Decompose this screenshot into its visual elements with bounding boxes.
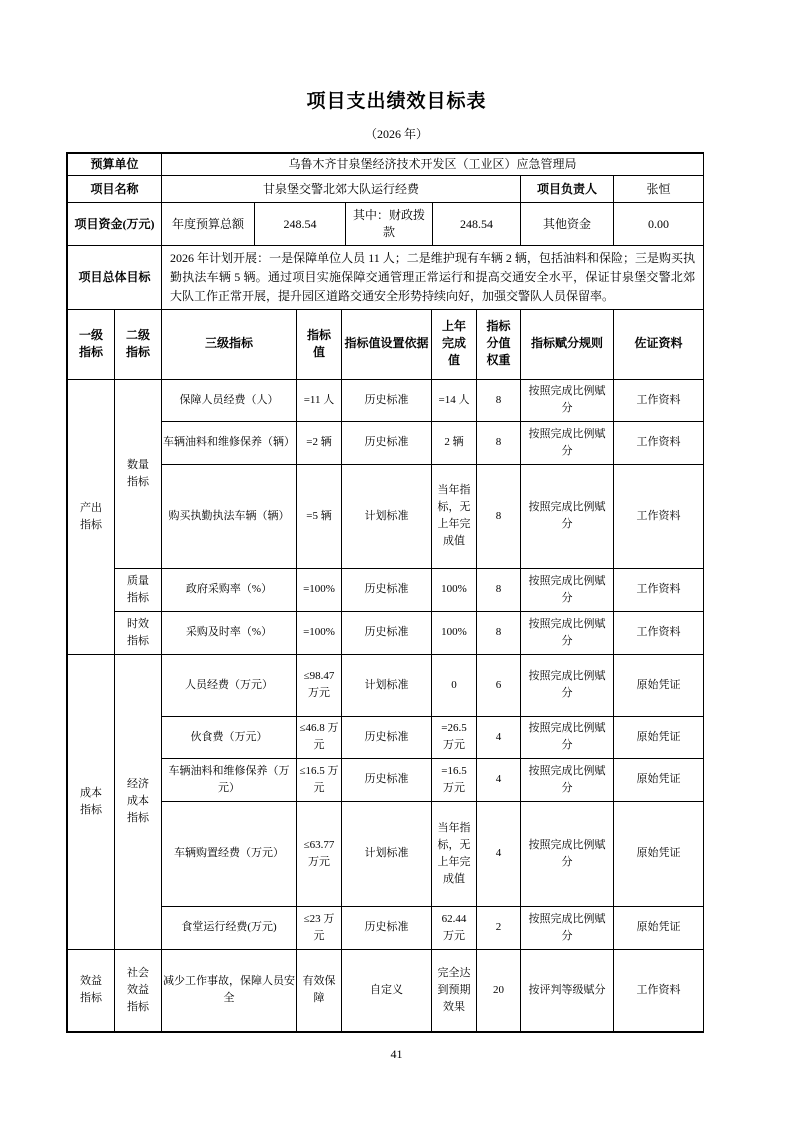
table-row bbox=[68, 611, 704, 654]
cell: 100% bbox=[432, 568, 477, 611]
cell: 时效指标 bbox=[115, 611, 162, 654]
cell: 2 bbox=[477, 906, 521, 949]
page-subtitle: （2026 年） bbox=[364, 127, 428, 141]
table-row bbox=[68, 379, 704, 421]
overall-goal-value: 2026 年计划开展：一是保障单位人员 11 人；二是维护现有车辆 2 辆，包括油料和保险；三是购买执勤执法车辆 5 辆。通过项目实施保障交通管理正常运行和提高交通安全水平，保证甘泉堡交警北郊大队工作正常开展，提升园区道路交通安全形势持续向好，加强交警队人员保留率。 bbox=[162, 246, 704, 310]
cell: 计划标准 bbox=[342, 654, 432, 716]
page-title: 项目支出绩效目标表 bbox=[306, 91, 487, 112]
cell: 4 bbox=[477, 801, 521, 906]
project-leader-label: 项目负责人 bbox=[521, 176, 614, 203]
budget-unit-label: 预算单位 bbox=[68, 154, 162, 176]
cell: 食堂运行经费(万元) bbox=[162, 906, 297, 949]
project-name-label: 项目名称 bbox=[68, 176, 162, 203]
table-row bbox=[68, 758, 704, 801]
cell: ≤16.5 万元 bbox=[297, 758, 342, 801]
cell: =5 辆 bbox=[297, 464, 342, 568]
cell: 效益指标 bbox=[68, 949, 115, 1031]
indicator-table bbox=[67, 309, 704, 1032]
header-evidence: 佐证资料 bbox=[614, 309, 704, 379]
cell: 4 bbox=[477, 758, 521, 801]
cell: 工作资料 bbox=[614, 949, 704, 1031]
table-row bbox=[68, 176, 704, 203]
annual-budget-value: 248.54 bbox=[255, 203, 346, 246]
page-number: 41 bbox=[390, 1046, 403, 1061]
header-level1-indicator: 一级指标 bbox=[68, 309, 115, 379]
cell: 8 bbox=[477, 464, 521, 568]
cell: 工作资料 bbox=[614, 379, 704, 421]
table-row bbox=[68, 203, 704, 246]
fiscal-allocation-value: 248.54 bbox=[433, 203, 521, 246]
cell: 历史标准 bbox=[342, 716, 432, 758]
cell: =100% bbox=[297, 611, 342, 654]
header-score-weight: 指标分值权重 bbox=[477, 309, 521, 379]
cell: 伙食费（万元） bbox=[162, 716, 297, 758]
cell: 有效保障 bbox=[297, 949, 342, 1031]
budget-unit-value: 乌鲁木齐甘泉堡经济技术开发区（工业区）应急管理局 bbox=[162, 154, 704, 176]
table-row bbox=[68, 654, 704, 716]
cell: 按照完成比例赋分 bbox=[521, 464, 614, 568]
cell: 6 bbox=[477, 654, 521, 716]
cell: 原始凭证 bbox=[614, 716, 704, 758]
cell: 车辆油料和维修保养（辆） bbox=[162, 421, 297, 464]
fiscal-allocation-label: 其中：财政拨款 bbox=[346, 203, 433, 246]
project-leader-value: 张恒 bbox=[614, 176, 704, 203]
cell: 100% bbox=[432, 611, 477, 654]
cell: 数量指标 bbox=[115, 379, 162, 568]
cell: 按照完成比例赋分 bbox=[521, 801, 614, 906]
table-row bbox=[68, 906, 704, 949]
table-row bbox=[68, 801, 704, 906]
cell: ≤23 万元 bbox=[297, 906, 342, 949]
cell: 当年指标，无上年完成值 bbox=[432, 464, 477, 568]
cell: ≤98.47 万元 bbox=[297, 654, 342, 716]
cell: 减少工作事故，保障人员安全 bbox=[162, 949, 297, 1031]
overall-goal-label: 项目总体目标 bbox=[68, 246, 162, 310]
cell: 按照完成比例赋分 bbox=[521, 379, 614, 421]
header-scoring-rule: 指标赋分规则 bbox=[521, 309, 614, 379]
cell: 历史标准 bbox=[342, 611, 432, 654]
cell: 8 bbox=[477, 611, 521, 654]
table-row bbox=[68, 464, 704, 568]
cell: 当年指标，无上年完成值 bbox=[432, 801, 477, 906]
cell: 原始凭证 bbox=[614, 654, 704, 716]
other-funds-value: 0.00 bbox=[614, 203, 704, 246]
cell: 按照完成比例赋分 bbox=[521, 758, 614, 801]
cell: 计划标准 bbox=[342, 801, 432, 906]
indicator-table-body bbox=[68, 379, 704, 1031]
cell: 0 bbox=[432, 654, 477, 716]
cell: 成本指标 bbox=[68, 654, 115, 949]
cell: 2 辆 bbox=[432, 421, 477, 464]
performance-target-table bbox=[66, 152, 704, 1033]
cell: 工作资料 bbox=[614, 464, 704, 568]
other-funds-label: 其他资金 bbox=[521, 203, 614, 246]
cell: ≤63.77 万元 bbox=[297, 801, 342, 906]
cell: 原始凭证 bbox=[614, 758, 704, 801]
cell: 工作资料 bbox=[614, 421, 704, 464]
cell: =14 人 bbox=[432, 379, 477, 421]
header-indicator-value: 指标值 bbox=[297, 309, 342, 379]
cell: 4 bbox=[477, 716, 521, 758]
cell: 政府采购率（%） bbox=[162, 568, 297, 611]
table-row bbox=[68, 421, 704, 464]
cell: 8 bbox=[477, 421, 521, 464]
annual-budget-label: 年度预算总额 bbox=[162, 203, 255, 246]
cell: 计划标准 bbox=[342, 464, 432, 568]
cell: =26.5 万元 bbox=[432, 716, 477, 758]
cell: 产出指标 bbox=[68, 379, 115, 654]
cell: 按照完成比例赋分 bbox=[521, 716, 614, 758]
cell: 车辆油料和维修保养（万元） bbox=[162, 758, 297, 801]
cell: 人员经费（万元） bbox=[162, 654, 297, 716]
cell: 按评判等级赋分 bbox=[521, 949, 614, 1031]
header-level3-indicator: 三级指标 bbox=[162, 309, 297, 379]
cell: =11 人 bbox=[297, 379, 342, 421]
cell: 工作资料 bbox=[614, 611, 704, 654]
cell: 自定义 bbox=[342, 949, 432, 1031]
cell: 历史标准 bbox=[342, 906, 432, 949]
cell: 原始凭证 bbox=[614, 906, 704, 949]
cell: 20 bbox=[477, 949, 521, 1031]
cell: 购买执勤执法车辆（辆） bbox=[162, 464, 297, 568]
cell: =100% bbox=[297, 568, 342, 611]
cell: =2 辆 bbox=[297, 421, 342, 464]
header-level2-indicator: 二级指标 bbox=[115, 309, 162, 379]
project-info-table bbox=[67, 153, 704, 310]
table-row bbox=[68, 568, 704, 611]
cell: 车辆购置经费（万元） bbox=[162, 801, 297, 906]
cell: 工作资料 bbox=[614, 568, 704, 611]
cell: 原始凭证 bbox=[614, 801, 704, 906]
cell: 社会效益指标 bbox=[115, 949, 162, 1031]
cell: 保障人员经费（人） bbox=[162, 379, 297, 421]
cell: 历史标准 bbox=[342, 758, 432, 801]
cell: 按照完成比例赋分 bbox=[521, 654, 614, 716]
cell: 8 bbox=[477, 568, 521, 611]
table-row bbox=[68, 716, 704, 758]
cell: 完全达到预期效果 bbox=[432, 949, 477, 1031]
cell: 按照完成比例赋分 bbox=[521, 611, 614, 654]
cell: ≤46.8 万元 bbox=[297, 716, 342, 758]
cell: 历史标准 bbox=[342, 421, 432, 464]
table-row bbox=[68, 949, 704, 1031]
cell: 采购及时率（%） bbox=[162, 611, 297, 654]
header-last-year-result: 上年完成值 bbox=[432, 309, 477, 379]
table-row bbox=[68, 246, 704, 310]
indicator-header-row bbox=[68, 309, 704, 379]
cell: 8 bbox=[477, 379, 521, 421]
cell: 质量指标 bbox=[115, 568, 162, 611]
table-row bbox=[68, 154, 704, 176]
cell: =16.5 万元 bbox=[432, 758, 477, 801]
project-fund-label: 项目资金(万元) bbox=[68, 203, 162, 246]
cell: 按照完成比例赋分 bbox=[521, 568, 614, 611]
cell: 历史标准 bbox=[342, 379, 432, 421]
project-name-value: 甘泉堡交警北郊大队运行经费 bbox=[162, 176, 521, 203]
cell: 经济成本指标 bbox=[115, 654, 162, 949]
cell: 62.44 万元 bbox=[432, 906, 477, 949]
cell: 历史标准 bbox=[342, 568, 432, 611]
cell: 按照完成比例赋分 bbox=[521, 421, 614, 464]
cell: 按照完成比例赋分 bbox=[521, 906, 614, 949]
header-value-basis: 指标值设置依据 bbox=[342, 309, 432, 379]
